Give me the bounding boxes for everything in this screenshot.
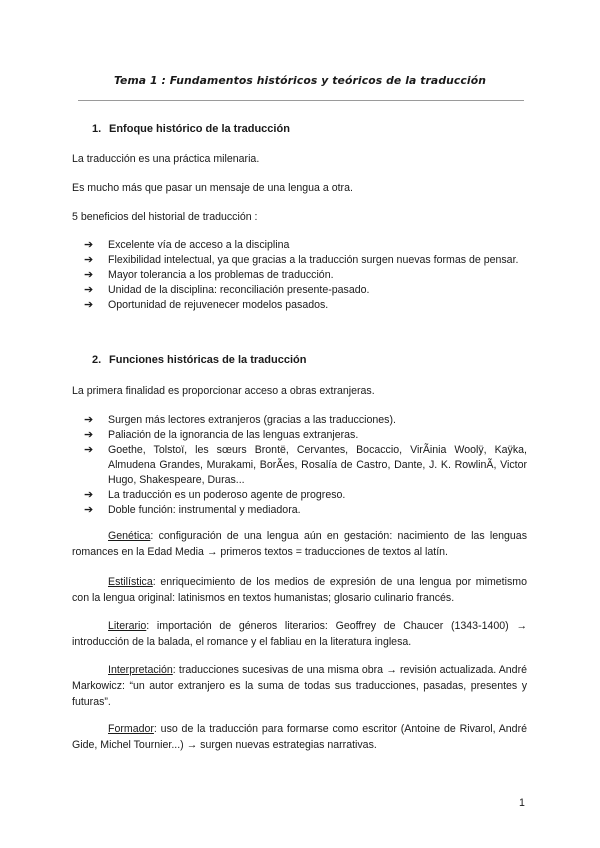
function-term: Genética: [108, 530, 151, 542]
section-2-paragraph-1: La primera finalidad es proporcionar acceso a obras extranjeras.: [72, 385, 375, 397]
page-number: 1: [519, 797, 525, 809]
list-item: ➔ Flexibilidad intelectual, ya que gracias a la traducción surgen nuevas formas de pensar.: [84, 254, 519, 266]
arrow-right-icon: ➔: [84, 254, 94, 266]
function-description: : uso de la traducción para formarse como escritor (Antoine de Rivarol, André Gide, Michel Tournier...) → surgen nuevas estrategias narrativas.: [72, 723, 527, 751]
list-item: ➔ Oportunidad de rejuvenecer modelos pasados.: [84, 299, 329, 311]
section-1-paragraph-1: La traducción es una práctica milenaria.: [72, 153, 260, 165]
list-item: ➔ Surgen más lectores extranjeros (gracias a las traducciones).: [84, 414, 396, 426]
list-item: ➔ Paliación de la ignorancia de las lenguas extranjeras.: [84, 429, 359, 441]
function-formador: [72, 721, 527, 753]
section-1-number: 1.: [92, 123, 102, 135]
section-1-title: Enfoque histórico de la traducción: [109, 123, 290, 135]
section-1-paragraph-3: 5 beneficios del historial de traducción :: [72, 211, 258, 223]
list-item: ➔ Doble función: instrumental y mediadora.: [84, 504, 301, 516]
arrow-right-icon: ➔: [84, 284, 94, 296]
document-title: Tema 1 : Fundamentos históricos y teóricos de la traducción: [113, 74, 487, 87]
list-item: ➔ Goethe, Tolstoï, les sœurs Brontë, Cervantes, Bocaccio, VirÃinia Woolÿ, Kaÿka, Almudena Grandes, Murakami, BorÃes, Rosalía de Castro, Dante, J. K. RowlinÃ, Victor Hugo, Shakespeare, Duras...: [84, 444, 527, 486]
list-item: ➔ Unidad de la disciplina: reconciliación presente-pasado.: [84, 284, 370, 296]
section-2-title: Funciones históricas de la traducción: [109, 354, 307, 366]
section-1-paragraph-2: Es mucho más que pasar un mensaje de una lengua a otra.: [72, 182, 353, 194]
function-interpretacion: [72, 662, 527, 710]
arrow-right-icon: ➔: [84, 504, 94, 516]
function-description: : importación de géneros literarios: Geoffrey de Chaucer (1343-1400) → introducción de la balada, el romance y el fabliau en la literatura inglesa.: [72, 620, 527, 648]
list-item: ➔ La traducción es un poderoso agente de progreso.: [84, 489, 346, 501]
arrow-right-icon: ➔: [84, 299, 94, 311]
arrow-right-icon: ➔: [84, 414, 94, 426]
arrow-right-icon: ➔: [84, 489, 94, 501]
function-term: Literario: [108, 620, 147, 632]
section-2-bullet-list: [84, 413, 527, 518]
arrow-right-icon: ➔: [84, 239, 94, 251]
function-term: Interpretación: [108, 664, 173, 676]
arrow-right-icon: ➔: [84, 269, 94, 281]
function-description: : traducciones sucesivas de una misma obra → revisión actualizada. André Markowicz: “un autor extranjero es la suma de todas sus traducciones, pasadas, presentes y futuras”.: [72, 664, 527, 708]
section-2-heading: [92, 354, 306, 366]
title-divider: [78, 100, 524, 101]
section-2-number: 2.: [92, 354, 102, 366]
section-1-heading: [92, 123, 290, 135]
arrow-right-icon: ➔: [84, 429, 94, 441]
function-literario: [72, 618, 527, 650]
arrow-right-icon: ➔: [84, 444, 94, 456]
function-description: : configuración de una lengua aún en gestación: nacimiento de las lenguas romances en la Edad Media → primeros textos = traducciones de textos al latín.: [72, 530, 527, 558]
function-description: : enriquecimiento de los medios de expresión de una lengua por mimetismo con la lengua original: latinismos en textos humanistas; glosario culinario francés.: [72, 576, 527, 604]
function-term: Formador: [108, 723, 154, 735]
list-item: ➔ Mayor tolerancia a los problemas de traducción.: [84, 269, 334, 281]
function-genetica: [72, 528, 527, 560]
list-item: ➔ Excelente vía de acceso a la disciplina: [84, 239, 290, 251]
function-estilistica: [72, 574, 527, 606]
section-1-bullet-list: [84, 238, 527, 313]
function-term: Estilística: [108, 576, 153, 588]
